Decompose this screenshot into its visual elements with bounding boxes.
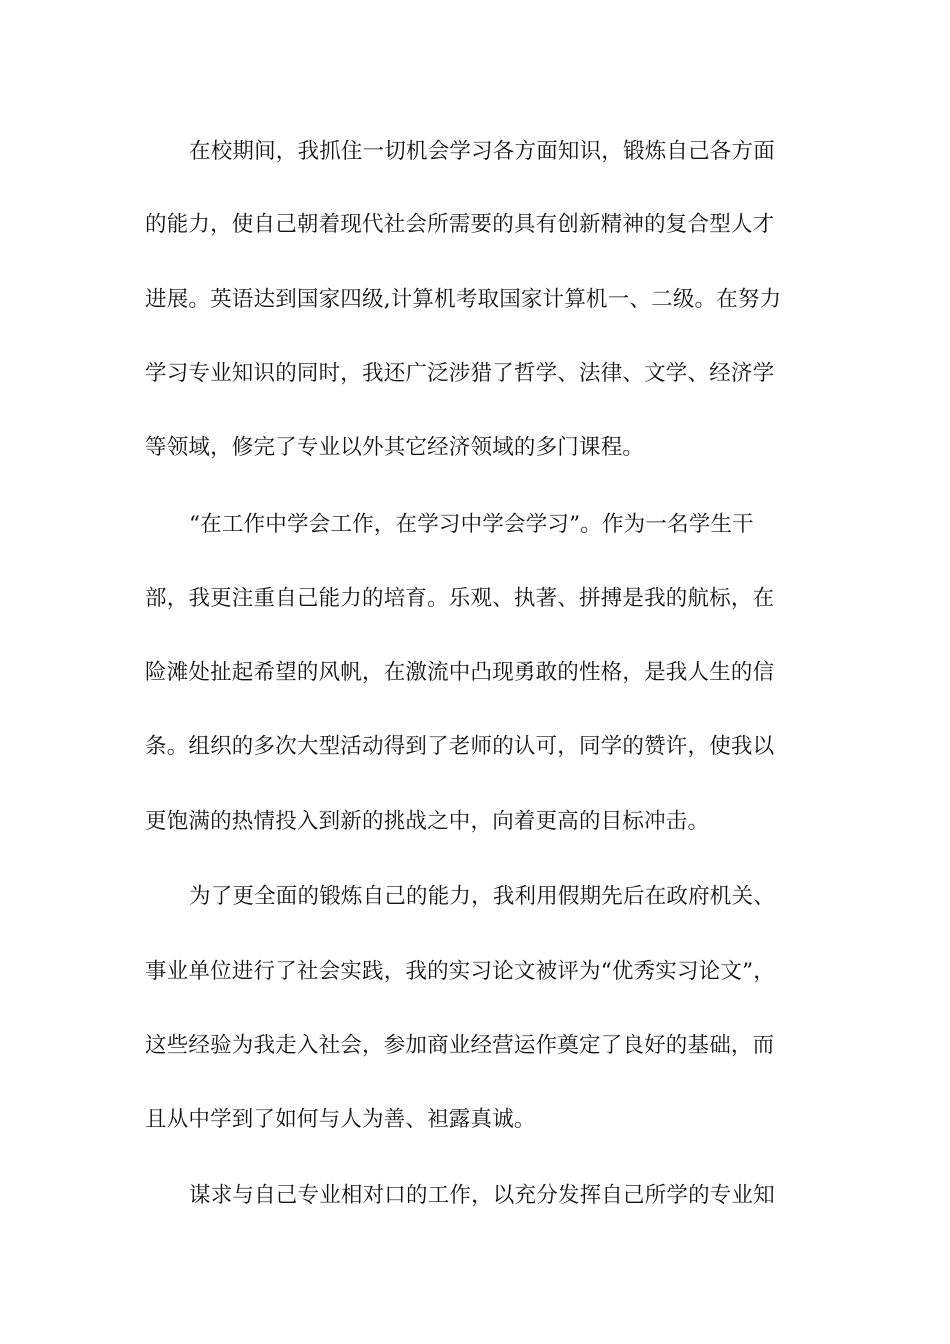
paragraph-1-line-5: 等领域，修完了专业以外其它经济领域的多门课程。	[145, 435, 645, 460]
paragraph-2-line-5: 更饱满的热情投入到新的挑战之中，向着更高的目标冲击。	[145, 809, 710, 834]
paragraph-1-line-2: 的能力，使自己朝着现代社会所需要的具有创新精神的复合型人才	[145, 212, 775, 237]
paragraph-3-line-4: 且从中学到了如何与人为善、袒露真诚。	[145, 1107, 536, 1132]
paragraph-2-line-4: 条。组织的多次大型活动得到了老师的认可，同学的赞许，使我以	[145, 734, 775, 759]
paragraph-1-line-3: 进展。英语达到国家四级,计算机考取国家计算机一、二级。在努力	[145, 287, 782, 312]
paragraph-3-line-3: 这些经验为我走入社会，参加商业经营运作奠定了良好的基础，而	[145, 1033, 775, 1058]
paragraph-2-line-2: 部，我更注重自己能力的培育。乐观、执著、拼搏是我的航标，在	[145, 586, 775, 611]
paragraph-2-line-1: “在工作中学会工作，在学习中学会学习”。作为一名学生干	[189, 512, 754, 537]
paragraph-4-line-1: 谋求与自己专业相对口的工作，以充分发挥自己所学的专业知	[189, 1183, 775, 1208]
paragraph-1-line-1: 在校期间，我抓住一切机会学习各方面知识，锻炼自己各方面	[189, 139, 775, 164]
paragraph-1-line-4: 学习专业知识的同时，我还广泛涉猎了哲学、法律、文学、经济学	[145, 361, 775, 386]
paragraph-3-line-2: 事业单位进行了社会实践，我的实习论文被评为“优秀实习论文”，	[145, 959, 775, 984]
paragraph-3-line-1: 为了更全面的锻炼自己的能力，我利用假期先后在政府机关、	[189, 884, 775, 909]
paragraph-2-line-3: 险滩处扯起希望的风帆，在激流中凸现勇敢的性格，是我人生的信	[145, 660, 775, 685]
